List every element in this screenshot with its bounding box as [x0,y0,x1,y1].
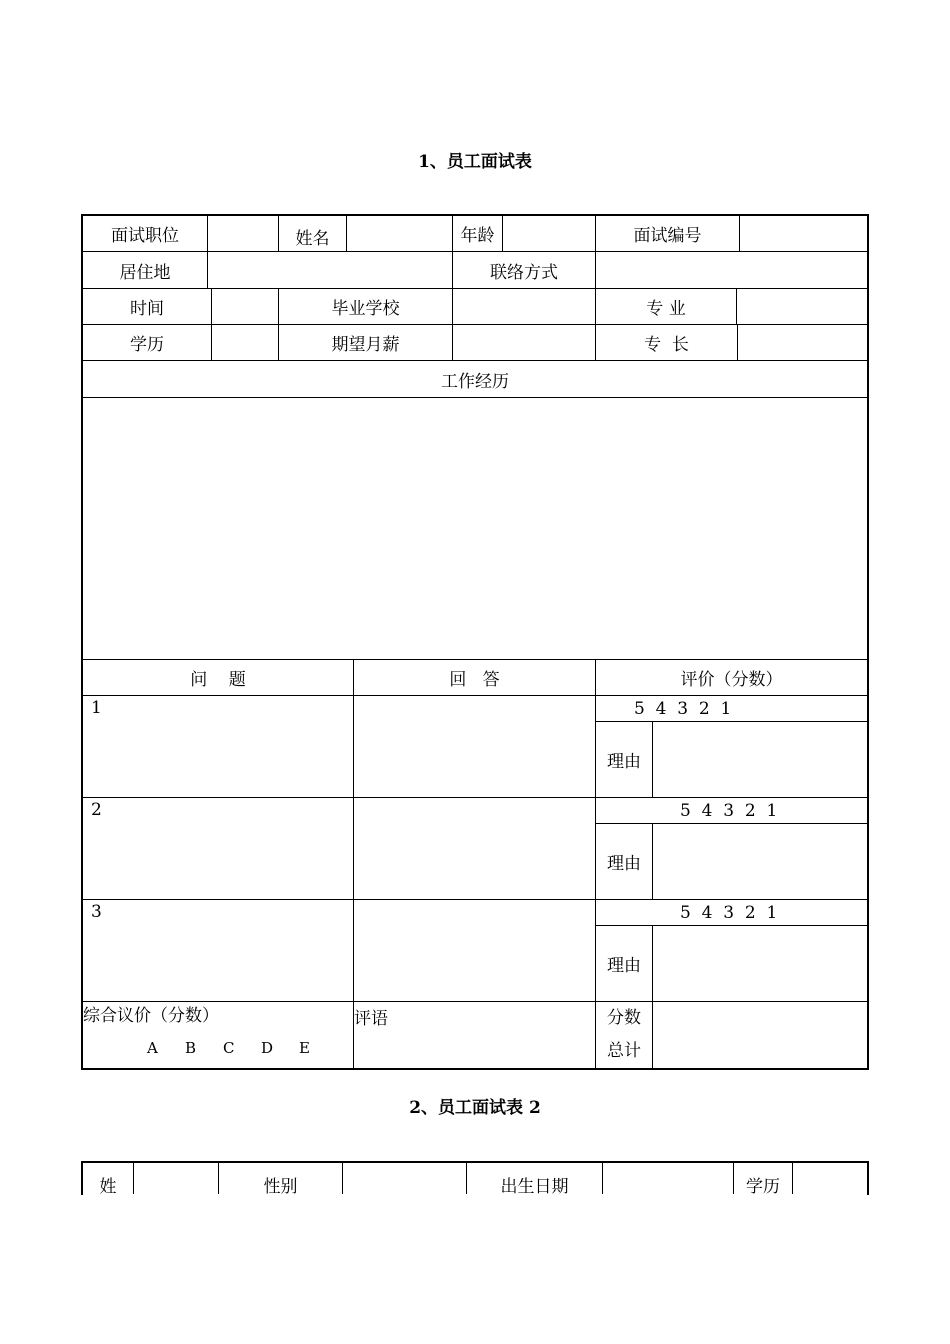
field-time[interactable] [211,288,279,325]
reason-label-1: 理由 [595,721,653,798]
score-total-line2: 总计 [607,1041,641,1061]
field-education[interactable] [211,324,279,361]
reason-field-3[interactable] [652,925,868,1002]
form2-label-name: 姓 [82,1162,134,1194]
score-total-label [595,1001,653,1069]
label-salary: 期望月薪 [278,324,453,361]
score-options-2[interactable]: 5 4 3 2 1 [595,797,868,824]
label-school: 毕业学校 [278,288,453,325]
overall-label: 综合议价（分数） [83,1006,219,1026]
field-interview-no[interactable] [739,215,868,252]
form2-field-education[interactable] [792,1162,868,1194]
reason-field-1[interactable] [652,721,868,798]
label-age: 年龄 [452,215,503,252]
form2-field-gender[interactable] [342,1162,467,1194]
answer-2[interactable] [353,797,596,900]
label-contact: 联络方式 [452,251,596,289]
grade-options[interactable] [83,1030,337,1066]
field-contact[interactable] [595,251,868,289]
overall-cell [82,1001,354,1069]
reason-label-2: 理由 [595,823,653,900]
field-school[interactable] [452,288,596,325]
field-name[interactable] [346,215,453,252]
form2-field-name[interactable] [133,1162,219,1194]
question-1: 1 [82,695,354,798]
grade-d[interactable]: D [261,1039,274,1057]
field-specialty[interactable] [737,324,868,361]
field-position[interactable] [207,215,279,252]
field-work-experience[interactable] [82,397,868,660]
score-options-3[interactable]: 5 4 3 2 1 [595,899,868,926]
grade-a[interactable]: A [147,1039,158,1057]
field-salary[interactable] [452,324,596,361]
grade-e[interactable]: E [299,1039,310,1057]
answer-3[interactable] [353,899,596,1002]
comment-label: 评语 [354,1009,388,1029]
form2-label-birth: 出生日期 [466,1162,603,1194]
header-question: 问 题 [82,659,354,696]
form2-title: 2、员工面试表 2 [409,1098,541,1118]
label-major: 专 业 [595,288,737,325]
label-interview-no: 面试编号 [595,215,740,252]
score-total-field[interactable] [652,1001,868,1069]
header-evaluation: 评价（分数） [595,659,868,696]
label-time: 时间 [82,288,212,325]
score-options-1[interactable]: 5 4 3 2 1 [595,695,868,722]
label-work-experience: 工作经历 [82,360,868,398]
grade-b[interactable]: B [185,1039,197,1057]
header-answer: 回 答 [353,659,596,696]
field-residence[interactable] [207,251,453,289]
reason-field-2[interactable] [652,823,868,900]
form2-field-birth[interactable] [602,1162,734,1194]
form1-title: 1、员工面试表 [418,152,532,172]
form2-label-education: 学历 [733,1162,793,1194]
label-specialty: 专 长 [595,324,738,361]
label-position: 面试职位 [82,215,208,252]
answer-1[interactable] [353,695,596,798]
field-major[interactable] [736,288,868,325]
form2-label-gender: 性别 [218,1162,343,1194]
comment-cell[interactable] [353,1001,596,1069]
label-name: 姓名 [278,215,347,252]
grade-c[interactable]: C [223,1039,235,1057]
reason-label-3: 理由 [595,925,653,1002]
question-3: 3 [82,899,354,1002]
score-total-line1: 分数 [607,1008,641,1028]
label-education: 学历 [82,324,212,361]
question-2: 2 [82,797,354,900]
field-age[interactable] [502,215,596,252]
label-residence: 居住地 [82,251,208,289]
